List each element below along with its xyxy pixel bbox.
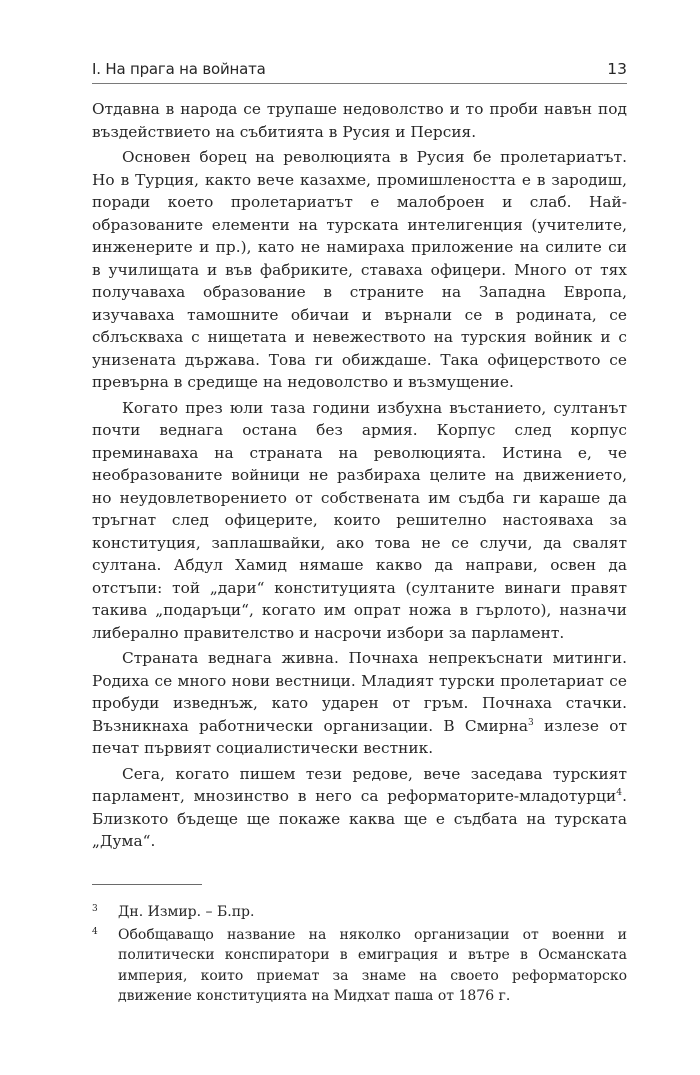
running-head [92, 59, 627, 83]
page-number: 13 [607, 60, 627, 78]
paragraph-text: Отдавна в народа се трупаше недоволство и то проби навън под въздействието на събитията в Русия и Персия. [92, 100, 627, 141]
paragraph-text: излезе от печат първият социалистически вестник. [92, 716, 627, 757]
body-text [92, 98, 627, 856]
footnote-marker: 3 [92, 904, 98, 914]
header-rule [92, 83, 627, 84]
paragraph [92, 98, 627, 143]
footnote-marker: 4 [92, 926, 98, 937]
paragraph [92, 647, 627, 760]
footnote-text: Обобщаващо название на няколко организации от военни и политически конспиратори в емиграция и вътре в Османската империя, които приемат за знаме на своето реформаторско движение конституцията на Мидхат паша от 1876 г. [118, 926, 627, 1004]
footnote-reference[interactable]: 4 [616, 788, 623, 798]
footnote-rule [92, 884, 202, 885]
footnote-text: Дн. Измир. – Б.пр. [118, 904, 255, 920]
paragraph-text: Страната веднага живна. Почнаха непрекъснати митинги. Родиха се много нови вестници. Младият турски пролетариат се пробуди изведнъж, като ударен от гръм. Почнаха стачки. Възникнаха работнически организации. В Смирна [92, 649, 627, 735]
footnotes [92, 902, 627, 1009]
paragraph-text: Основен борец на революцията в Русия бе пролетариатът. Но в Турция, както вече казахме, промишлеността е в зародиш, поради което пролетариатът е малоброен и слаб. Най-образованите елементи на турската интелигенция (учителите, инженерите и пр.), като не намираха приложение на силите си в училищата и във фабриките, ставаха офицери. Много от тях получаваха образование в страните на Западна Европа, изучаваха тамошните обичаи и върнали се в родината, се сблъскваха с нищетата и невежеството на турския войник и с унизената държава. Това ги обиждаше. Така офицерството се превърна в средище на недоволство и възмущение. [92, 148, 627, 391]
section-title: I. На прага на войната [92, 60, 266, 78]
paragraph [92, 146, 627, 394]
paragraph-text: . Близкото бъдеще ще покаже каква ще е съдбата на турската „Дума“. [92, 787, 627, 850]
paragraph-text: Сега, когато пишем тези редове, вече заседава турският парламент, мнозинство в него са реформаторите-младотурци [92, 764, 627, 805]
footnote [92, 902, 627, 923]
paragraph [92, 763, 627, 853]
paragraph-text: Когато през юли таза години избухна въстанието, султанът почти веднага остана без армия. Корпус след корпус преминаваха на страната на революцията. Истина е, че необразованите войници не разбираха целите на движението, но неудовлетворението от собствената им съдба ги караше да тръгнат след офицерите, които решително настояваха за конституция, заплашвайки, ако това не се случи, да свалят султана. Абдул Хамид нямаше какво да направи, освен да отстъпи: той „дари“ конституцията (султаните винаги правят такива „подаръци“, когато им опрат ножа в гърлото), назначи либерално правителство и насрочи избори за парламент. [92, 398, 627, 642]
paragraph [92, 397, 627, 645]
footnote-reference[interactable]: 3 [528, 717, 534, 728]
footnote [92, 925, 627, 1007]
